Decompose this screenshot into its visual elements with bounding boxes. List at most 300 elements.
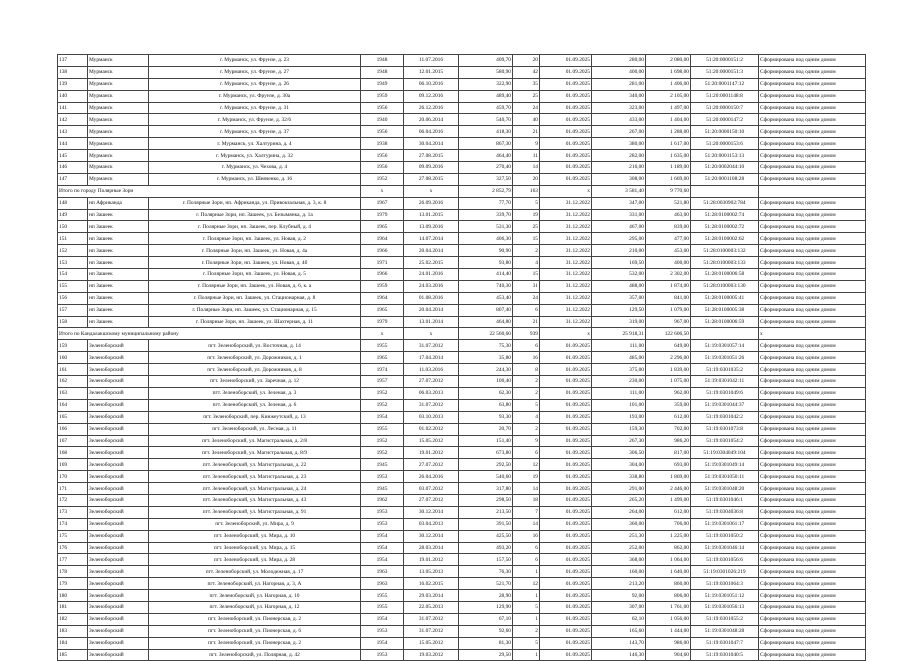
cell-cost-b: 1 761,00 [646,601,691,613]
cell-row-number: 175 [58,530,88,542]
table-row [58,471,866,483]
cell-build-year: 1954 [361,554,404,566]
cell-address: пгт. Зеленоборский, ул. Молодежная, д. 17 [149,566,361,578]
table-row [58,292,866,304]
cell-deadline: 01.09.2025 [540,150,592,162]
cell-build-year: 1959 [361,280,404,292]
cell-survey-date: 30.04.2014 [404,138,459,150]
cell-build-year: 1952 [361,399,404,411]
cell-address: г. Полярные Зори, нп. Африканда, ул. Привокзальная, д. 3, к. 8 [149,197,361,209]
cell-cadastral-number: 51:20:0000153:6 [691,138,759,150]
cell-deadline: 01.09.2025 [540,578,592,590]
cell-address: пгт. Зеленоборский, ул. Нагорная, д. 3, А [149,578,361,590]
cell-cost-b: 2 302,00 [646,269,691,281]
cell-settlement: Зеленоборский [88,637,149,649]
cell-residents: 5 [513,601,540,613]
cell-cost-b: 1 056,00 [646,613,691,625]
cell-build-year: 1952 [361,435,404,447]
cell-area: 81,30 [459,637,513,649]
cell-survey-date: 19.03.2012 [404,649,459,661]
cell-address: пгт. Зеленоборский, ул. Заречная, д. 12 [149,376,361,388]
cell-area: 157,50 [459,554,513,566]
table-row [58,185,866,197]
cell-address: г. Полярные Зори, нп. Зашеек, ул. Стационарная, д. 8 [149,292,361,304]
cell-address: пгт. Зеленоборский, ул. Мира, д. 28 [149,554,361,566]
cell-settlement: Зеленоборский [88,447,149,459]
cell-deadline: 01.09.2025 [540,364,592,376]
cell-area: 409,70 [459,55,513,67]
cell-cadastral-number: 51:28:0100002:62 [691,233,759,245]
cell-cost-a: 340,00 [592,90,646,102]
cell-cost-b: 1 064,00 [646,554,691,566]
cell-deadline: 31.12.2022 [540,280,592,292]
cell-land-status: Сформирована под одним домом [759,209,866,221]
cell-cadastral-number: 51:19:0301044:37 [691,399,759,411]
cell-cost-b: 839,00 [646,221,691,233]
cell-land-status: Сформирована под одним домом [759,233,866,245]
cell-build-year: 1954 [361,637,404,649]
cell-address: пгт. Зеленоборский, ул. Дорожников, д. 8 [149,364,361,376]
cell-residents: 14 [513,162,540,174]
cell-cadastral-number: 51:28:0100006:58 [691,269,759,281]
cell-residents: 5 [513,637,540,649]
cell-cost-b: 1 406,00 [646,78,691,90]
cell-area: 580,90 [459,66,513,78]
cell-settlement: нп Африканда [88,197,149,209]
cell-row-number: 139 [58,78,88,90]
cell-address: г. Мурманск, ул. Халтурина, д. 32 [149,150,361,162]
cell-cost-a: 216,00 [592,162,646,174]
cell-address: пгт. Зеленоборский, ул. Магистральная, д. 2/8 [149,435,361,447]
table-row [58,483,866,495]
cell-cost-b: 9 770,60 [646,185,691,197]
cell-row-number: 154 [58,269,88,281]
cell-cadastral-number: 51:19:0301064:3 [691,578,759,590]
cell-residents: 163 [513,185,540,197]
cell-residents: 6 [513,340,540,352]
cell-build-year: 1956 [361,162,404,174]
cell-cadastral-number: 51:28:0100003:132 [691,245,759,257]
cell-settlement: Мурманск [88,126,149,138]
cell-residents: 9 [513,435,540,447]
cell-deadline: 31.12.2022 [540,316,592,328]
table-row [58,637,866,649]
table-row [58,257,866,269]
cell-address: пгт. Зеленоборский, ул. Зеленая, д. 3 [149,387,361,399]
cell-cadastral-number: 51:20:0001108:28 [691,173,759,185]
cell-residents: 2 [513,376,540,388]
cell-deadline: 01.09.2025 [540,625,592,637]
cell-build-year: 1966 [361,245,404,257]
cell-cost-b: 1 404,00 [646,114,691,126]
cell-residents: 5 [513,197,540,209]
cell-cost-b: 1 444,00 [646,625,691,637]
cell-cost-a: 159,30 [592,423,646,435]
cell-address: пгт. Зеленоборский, ул. Зеленая, д. 6 [149,399,361,411]
cell-survey-date: 25.02.2015 [404,257,459,269]
cell-area: 20,70 [459,423,513,435]
cell-land-status: Сформирована под одним домом [759,601,866,613]
cell-build-year: 1964 [361,233,404,245]
cell-survey-date: x [404,328,459,340]
cell-area: 459,70 [459,102,513,114]
cell-address: пгт. Зеленоборский, ул. Полярная, д. 42 [149,649,361,661]
cell-settlement: Зеленоборский [88,530,149,542]
cell-area: 339,70 [459,209,513,221]
cell-build-year: x [361,328,404,340]
cell-cost-a: 281,00 [592,78,646,90]
cell-address: пгт. Зеленоборский, пер. Кинжеутский, д. 13 [149,411,361,423]
cell-cost-b: 1 075,00 [646,376,691,388]
cell-cost-b: 122 606,50 [646,328,691,340]
cell-build-year: 1974 [361,364,404,376]
cell-residents: 5 [513,399,540,411]
cell-survey-date: 30.12.2014 [404,506,459,518]
cell-address: пгт. Зеленоборский, ул. Мира, д. 10 [149,530,361,542]
cell-area: 292,50 [459,459,513,471]
cell-build-year: 1954 [361,542,404,554]
cell-deadline: 01.09.2025 [540,590,592,602]
cell-land-status: Сформирована под одним домом [759,173,866,185]
cell-survey-date: 24.01.2016 [404,269,459,281]
cell-deadline: 01.09.2025 [540,66,592,78]
table-row [58,102,866,114]
cell-cost-a: 264,00 [592,506,646,518]
cell-row-number: 157 [58,304,88,316]
cell-cost-a: 375,00 [592,364,646,376]
cell-cost-a: 308,00 [592,173,646,185]
cell-address: пгт. Зеленоборский, ул. Восточная, д. 14 [149,340,361,352]
cell-survey-date: 29.03.2014 [404,590,459,602]
cell-residents: 8 [513,364,540,376]
cell-settlement: Мурманск [88,150,149,162]
cell-cost-a: 306,50 [592,447,646,459]
cell-land-status: Сформирована под одним домом [759,518,866,530]
cell-build-year: 1962 [361,494,404,506]
cell-land-status: Сформирована под одним домом [759,340,866,352]
cell-settlement: Зеленоборский [88,340,149,352]
cell-address: г. Полярные Зори, нп. Зашеек, ул. Новая, д. 4б [149,257,361,269]
cell-row-number: 161 [58,364,88,376]
cell-cost-b: 2 446,00 [646,483,691,495]
cell-area: 29,50 [459,649,513,661]
cell-cost-b: 1 617,00 [646,138,691,150]
cell-address: пгт. Зеленоборский, ул. Магистральная, д. 43 [149,494,361,506]
cell-residents: 2 [513,423,540,435]
cell-cadastral-number: 51:19:0301046:1 [691,494,759,506]
cell-deadline: 01.09.2025 [540,173,592,185]
cell-cost-a: 360,00 [592,518,646,530]
cell-land-status: Сформирована под одним домом [759,352,866,364]
cell-residents: 24 [513,292,540,304]
cell-deadline: 01.09.2025 [540,566,592,578]
cell-residents: 6 [513,304,540,316]
cell-residents: 40 [513,114,540,126]
table-row [58,376,866,388]
cell-cost-a: 280,00 [592,55,646,67]
cell-settlement: нп Зашеек [88,245,149,257]
cell-land-status: Сформирована под одним домом [759,126,866,138]
cell-build-year: 1952 [361,447,404,459]
cell-build-year: 1955 [361,590,404,602]
cell-cost-b: 1 669,00 [646,173,691,185]
cell-settlement: нп Зашеек [88,316,149,328]
cell-area: 327,50 [459,173,513,185]
cell-deadline: 01.09.2025 [540,506,592,518]
cell-cost-a: 267,00 [592,126,646,138]
cell-survey-date: 12.01.2015 [404,66,459,78]
cell-cost-a: 111,00 [592,387,646,399]
cell-area: 2 852,79 [459,185,513,197]
cell-address: г. Мурманск, ул. Халтурина, д. 4 [149,138,361,150]
cell-cost-b: 706,00 [646,518,691,530]
cell-cadastral-number: 51:19:0301035:2 [691,364,759,376]
cell-row-number: 182 [58,613,88,625]
cell-cost-a: 143,70 [592,637,646,649]
cell-build-year: 1956 [361,150,404,162]
cell-area: 298,50 [459,494,513,506]
cell-cost-a: 331,00 [592,209,646,221]
cell-address: г. Полярные Зори, нп. Зашеек, ул. Стационарная, д. 15 [149,304,361,316]
cell-deadline: 01.09.2025 [540,613,592,625]
cell-settlement: Зеленоборский [88,590,149,602]
cell-build-year: 1971 [361,257,404,269]
cell-land-status: Сформирована под одним домом [759,138,866,150]
cell-row-number: 156 [58,292,88,304]
cell-area: 62,30 [459,387,513,399]
cell-land-status: Сформирована под одним домом [759,530,866,542]
cell-land-status: Сформирована под одним домом [759,637,866,649]
cell-address: г. Мурманск, ул. Чехова, д. 4 [149,162,361,174]
cell-land-status: Сформирована под одним домом [759,483,866,495]
cell-area: 531,30 [459,221,513,233]
cell-survey-date: 03.04.2013 [404,518,459,530]
cell-residents: 16 [513,352,540,364]
cell-settlement: Зеленоборский [88,566,149,578]
cell-deadline: 31.12.2022 [540,221,592,233]
cell-deadline: 31.12.2022 [540,233,592,245]
cell-land-status: Сформирована под одним домом [759,78,866,90]
cell-row-number: 184 [58,637,88,649]
cell-cost-b: 612,00 [646,411,691,423]
cell-address: пгт. Зеленоборский, ул. Дорожников, д. 1 [149,352,361,364]
cell-land-status: Сформирована под одним домом [759,506,866,518]
cell-cost-b: 1 698,00 [646,66,691,78]
cell-build-year: 1965 [361,352,404,364]
cell-cadastral-number: 51:19:0304036:8 [691,506,759,518]
cell-build-year: 1953 [361,518,404,530]
cell-area: 90,90 [459,245,513,257]
cell-address: пгт. Зеленоборский, ул. Лесная, д. 11 [149,423,361,435]
cell-cost-a: 111,00 [592,340,646,352]
cell-row-number: 140 [58,90,88,102]
cell-residents: 19 [513,209,540,221]
cell-survey-date: 28.03.2014 [404,542,459,554]
cell-cost-a: 291,00 [592,483,646,495]
table-row [58,613,866,625]
cell-area: 244,30 [459,364,513,376]
cell-settlement: Мурманск [88,78,149,90]
cell-build-year: 1959 [361,90,404,102]
cell-build-year: 1956 [361,126,404,138]
cell-cost-a: 129,50 [592,304,646,316]
cell-settlement: Зеленоборский [88,376,149,388]
cell-land-status: Сформирована под одним домом [759,459,866,471]
table-row [58,566,866,578]
cell-cost-b: 1 839,00 [646,364,691,376]
cell-deadline: 01.09.2025 [540,423,592,435]
cell-land-status: Сформирована под одним домом [759,578,866,590]
cell-survey-date: 13.01.2015 [404,209,459,221]
cell-address: пгт. Зеленоборский, ул. Магистральная, д. 22 [149,459,361,471]
cell-survey-date: 09.09.2016 [404,162,459,174]
cell-survey-date: 15.05.2012 [404,435,459,447]
cell-address: г. Мурманск, ул. Фрунзе, д. 31 [149,102,361,114]
table-row [58,649,866,661]
cell-survey-date: 26.09.2016 [404,197,459,209]
cell-build-year: 1955 [361,340,404,352]
cell-address: г. Мурманск, ул. Шевченко, д. 16 [149,173,361,185]
cell-build-year: 1948 [361,55,404,67]
cell-deadline: 31.12.2022 [540,245,592,257]
table-row [58,90,866,102]
cell-cost-a: 146,30 [592,649,646,661]
cell-residents: 7 [513,506,540,518]
cell-residents: 6 [513,554,540,566]
subtotal-label: Итого по Кандалакшскому муниципальному району [58,328,361,340]
table-row [58,162,866,174]
table-row [58,269,866,281]
cell-residents: 21 [513,126,540,138]
cell-cadastral-number: 51:19:0301026:219 [691,566,759,578]
table-row [58,590,866,602]
cell-cadastral-number: 51:19:0301056:13 [691,601,759,613]
cell-land-status: Сформирована под одним домом [759,150,866,162]
cell-land-status: Сформирована под одним домом [759,649,866,661]
cell-settlement: Мурманск [88,55,149,67]
cell-cost-b: 860,00 [646,578,691,590]
cell-build-year: 1953 [361,625,404,637]
cell-cadastral-number: 51:19:0301049:14 [691,459,759,471]
cell-cadastral-number: 51:20:0000150:7 [691,102,759,114]
table-row [58,447,866,459]
table-row [58,601,866,613]
cell-land-status: Сформирована под одним домом [759,554,866,566]
cell-land-status: Сформирована под одним домом [759,162,866,174]
cell-residents: 31 [513,280,540,292]
cell-cost-b: 904,60 [646,649,691,661]
cell-area: 129,90 [459,601,513,613]
cell-area: 489,40 [459,90,513,102]
table-row [58,352,866,364]
cell-deadline: x [540,328,592,340]
cell-area: 93,80 [459,257,513,269]
cell-cost-a: 251,30 [592,530,646,542]
cell-settlement: Зеленоборский [88,387,149,399]
cell-settlement: Зеленоборский [88,554,149,566]
table-row [58,114,866,126]
cell-cost-a: 193,00 [592,411,646,423]
cell-area: 453,40 [459,292,513,304]
cell-land-status: Сформирована под одним домом [759,90,866,102]
cell-survey-date: 26.12.2016 [404,102,459,114]
cell-area: 35,80 [459,352,513,364]
cell-residents: 9 [513,138,540,150]
cell-land-status: Сформирована под одним домом [759,221,866,233]
cell-cadastral-number: 51:28:0100005:41 [691,292,759,304]
cell-build-year: 1954 [361,411,404,423]
cell-deadline: 01.09.2025 [540,78,592,90]
cell-cost-b: 1 499,00 [646,494,691,506]
cell-row-number: 143 [58,126,88,138]
table-row [58,399,866,411]
cell-cost-b: 1 869,00 [646,471,691,483]
cell-residents: 939 [513,328,540,340]
cell-row-number: 179 [58,578,88,590]
cell-cadastral-number: 51:19:0301055:2 [691,613,759,625]
cell-build-year: 1967 [361,197,404,209]
cell-residents: 25 [513,90,540,102]
cell-land-status: Сформирована под одним домом [759,376,866,388]
cell-build-year: 1952 [361,387,404,399]
cell-address: пгт. Зеленоборский, ул. Нагорная, д. 10 [149,590,361,602]
cell-cadastral-number: 51:28:0100003:130 [691,280,759,292]
cell-cost-b: 2 105,00 [646,90,691,102]
cell-cost-a: 62,10 [592,613,646,625]
cell-cost-a: 485,00 [592,352,646,364]
cell-cadastral-number: 51:28:0030902:784 [691,197,759,209]
table-row [58,506,866,518]
cell-address: пгт. Зеленоборский, ул. Мира, д. 9 [149,518,361,530]
cell-residents: 12 [513,578,540,590]
cell-survey-date: 31.07.2012 [404,613,459,625]
cell-land-status: Сформирована под одним домом [759,494,866,506]
cell-row-number: 152 [58,245,88,257]
cell-residents: 24 [513,102,540,114]
cell-address: г. Полярные Зори, нп. Зашеек, ул. Новая, д. 5 [149,269,361,281]
cell-build-year: 1966 [361,269,404,281]
cell-settlement: нп Зашеек [88,221,149,233]
cell-cost-b: 862,00 [646,542,691,554]
cell-address: г. Полярные Зори, нп. Зашеек, ул. Новая, д. 2 [149,233,361,245]
cell-row-number: 170 [58,471,88,483]
cell-area: 100,40 [459,376,513,388]
cell-cost-b: 841,00 [646,292,691,304]
cell-cost-a: 357,00 [592,292,646,304]
cell-cost-a: 488,00 [592,280,646,292]
cell-row-number: 185 [58,649,88,661]
cell-build-year: 1954 [361,530,404,542]
cell-survey-date: 14.07.2014 [404,233,459,245]
cell-area: 93,30 [459,411,513,423]
cell-land-status: Сформирована под одним домом [759,435,866,447]
cell-build-year: 1953 [361,649,404,661]
cell-settlement: Мурманск [88,173,149,185]
table-row [58,173,866,185]
cell-cost-a: 338,80 [592,471,646,483]
cell-row-number: 173 [58,506,88,518]
cell-build-year: 1945 [361,459,404,471]
cell-cost-a: 210,00 [592,245,646,257]
cell-area: 270,40 [459,162,513,174]
cell-survey-date: 11.03.2016 [404,364,459,376]
cell-cost-a: 213,20 [592,578,646,590]
cell-residents: 1 [513,566,540,578]
table-row [58,316,866,328]
cell-area: 540,60 [459,471,513,483]
cell-survey-date: 31.07.2012 [404,625,459,637]
cell-area: 521,70 [459,578,513,590]
